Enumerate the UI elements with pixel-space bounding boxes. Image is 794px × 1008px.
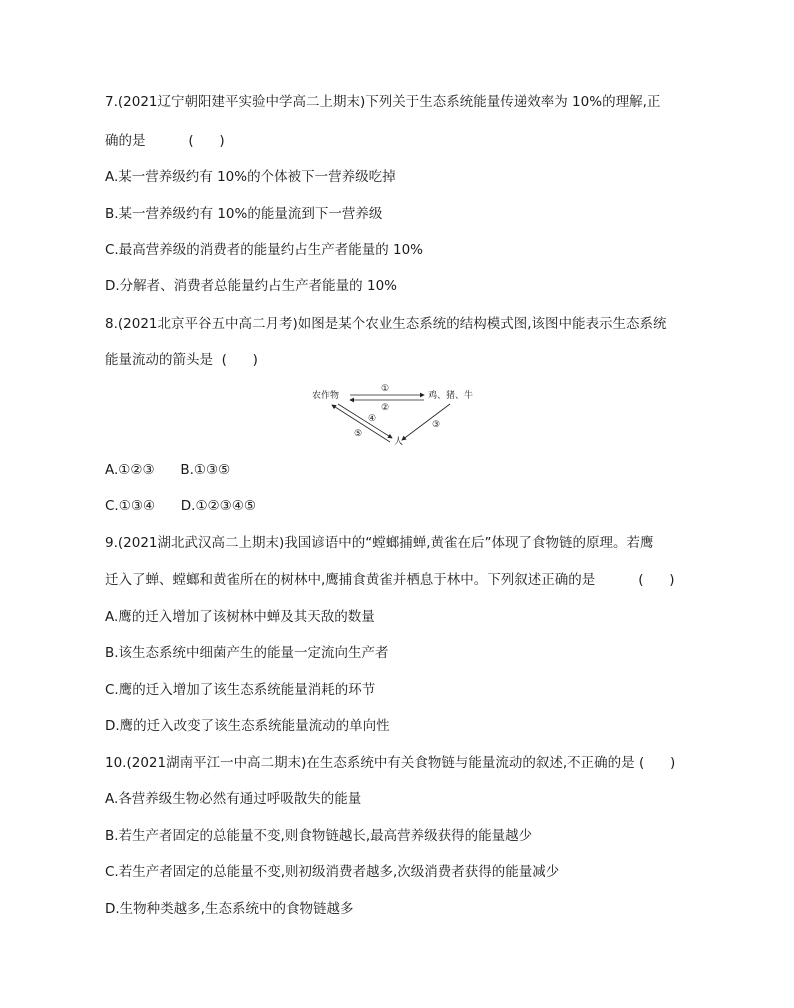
q8-options-row2: C.①③④ D.①②③④⑤ (105, 498, 256, 514)
q7-stem-line2: 确的是 ( ) (105, 133, 225, 149)
q10-stem-line1: 10.(2021湖南平江一中高二期末)在生态系统中有关食物链与能量流动的叙述,不正确的是 ( ) (105, 755, 676, 771)
q7-option-d: D.分解者、消费者总能量约占生产者能量的 10% (105, 278, 397, 294)
arrow-4-label: ④ (368, 414, 377, 424)
arrow-2-label: ② (381, 403, 390, 413)
q10-option-b: B.若生产者固定的总能量不变,则食物链越长,最高营养级获得的能量越少 (105, 828, 533, 844)
q10-option-d: D.生物种类越多,生态系统中的食物链越多 (105, 901, 354, 917)
arrow-1-label: ① (381, 384, 390, 394)
arrow-5-label: ⑤ (354, 429, 363, 439)
q7-option-b: B.某一营养级约有 10%的能量流到下一营养级 (105, 206, 383, 222)
q8-stem-line2: 能量流动的箭头是 ( ) (105, 352, 258, 368)
node-human: 人 (394, 437, 404, 447)
q7-option-c: C.最高营养级的消费者的能量约占生产者能量的 10% (105, 242, 424, 258)
q8-stem-line1: 8.(2021北京平谷五中高二月考)如图是某个农业生态系统的结构模式图,该图中能表示生态系统 (105, 316, 667, 332)
node-crops: 农作物 (312, 391, 340, 401)
q7-option-a: A.某一营养级约有 10%的个体被下一营养级吃掉 (105, 169, 396, 185)
q7-stem-line1: 7.(2021辽宁朝阳建平实验中学高二上期末)下列关于生态系统能量传递效率为 10%的理解,正 (105, 94, 661, 110)
q9-option-d: D.鹰的迁入改变了该生态系统能量流动的单向性 (105, 718, 390, 734)
q8-options-row1: A.①②③ B.①③⑤ (105, 462, 231, 478)
q9-stem-line2: 迁入了蝉、螳螂和黄雀所在的树林中,鹰捕食黄雀并栖息于林中。下列叙述正确的是 ( ) (105, 572, 675, 588)
energy-flow-diagram (310, 380, 510, 450)
q10-option-a: A.各营养级生物必然有通过呼吸散失的能量 (105, 791, 362, 807)
arrow-3-label: ③ (432, 420, 441, 430)
node-livestock: 鸡、猪、牛 (428, 391, 474, 401)
q9-option-c: C.鹰的迁入增加了该生态系统能量消耗的环节 (105, 682, 376, 698)
arrow-3-line (402, 404, 450, 440)
q9-stem-line1: 9.(2021湖北武汉高二上期末)我国谚语中的“螳螂捕蝉,黄雀在后”体现了食物链的原理。若鹰 (105, 535, 654, 551)
q9-option-b: B.该生态系统中细菌产生的能量一定流向生产者 (105, 645, 389, 661)
q10-option-c: C.若生产者固定的总能量不变,则初级消费者越多,次级消费者获得的能量减少 (105, 864, 560, 880)
q9-option-a: A.鹰的迁入增加了该树林中蝉及其天敌的数量 (105, 609, 375, 625)
